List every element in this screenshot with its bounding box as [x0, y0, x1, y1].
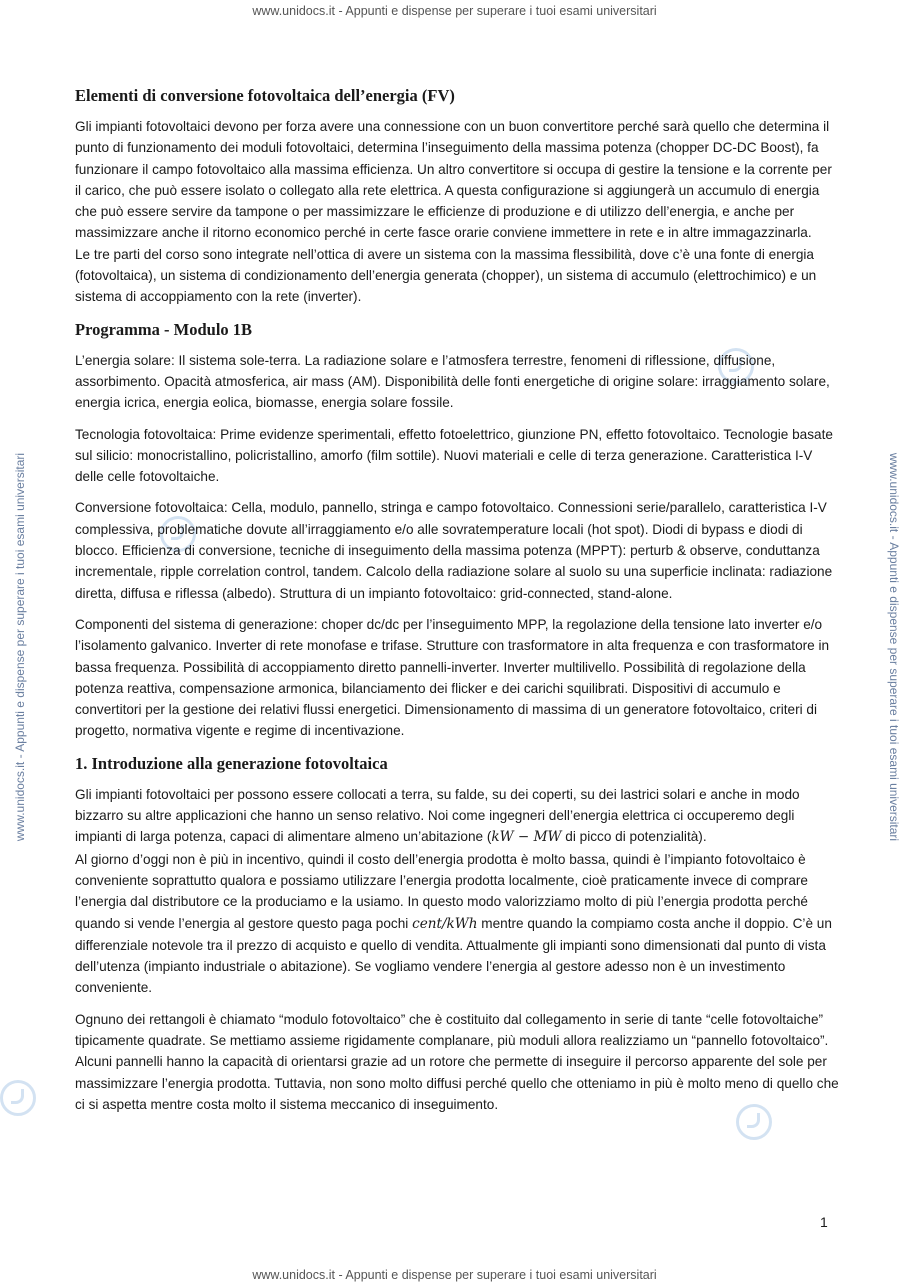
section-1-heading: 1. Introduzione alla generazione fotovoltaica [75, 753, 388, 773]
intro-paragraph-2: Le tre parti del corso sono integrate nell’ottica di avere un sistema con la massima flessibilità, dove c’è una fonte di energia (fotovoltaica), un sistema di condizionamento dell’energia generata (chopper), un sistema di accumulo (elettrochimico) e un sistema di accoppiamento con la rete (inverter). [75, 246, 817, 305]
programma-paragraph-energia: L’energia solare: Il sistema sole-terra. La radiazione solare e l’atmosfera terrestre, fenomeni di riflessione, diffusione, assorbimento. Opacità atmosferica, air mass (AM). Disponibilità delle fonti energetiche di origine solare: irraggiamento solare, energia icrica, energia eolica, biomasse, energia solare fossile. [75, 352, 830, 411]
section-1-paragraph-2-text-b: mentre quando la compiamo costa anche il doppio. C’è un differenziale notevole tra il prezzo di acquisto e quello di vendita. Attualmente gli impianti sono dimensionati dal punto di vista dell’utenza (impianto industriale o abitazione). Se vogliamo vendere l’energia al gestore adesso non è un investimento conveniente. [75, 915, 832, 996]
section-1-paragraph-3: Ognuno dei rettangoli è chiamato “modulo fotovoltaico” che è costituito dal collegamento in serie di tante “celle fotovoltaiche” tipicamente quadrate. Se mettiamo assieme rigidamente complanare, più moduli allora realizziamo un “pannello fotovoltaico”. Alcuni pannelli hanno la capacità di orientarsi grazie ad un rotore che permette di inseguire il percorso apparente del sole per massimizzare l’energia prodotta. Tuttavia, non sono molto diffusi perché quello che otteniamo in più è molto meno di quello che ci si aspetta mentre costa molto il sistema meccanico di inseguimento. [75, 1011, 839, 1112]
section-1-paragraph-1-text-b: di picco di potenzialità). [561, 829, 707, 845]
section-1-paragraph-1 [75, 784, 840, 849]
intro-paragraph-1: Gli impianti fotovoltaici devono per forza avere una connessione con un buon convertitore perché sarà quello che determina il punto di funzionamento dei moduli fotovoltaici, determina l’inseguimento della massima potenza (chopper DC-DC Boost), fa funzionare il campo fotovoltaico alla massima efficienza. Un altro convertitore si occupa di gestire la tensione e la corrente per il carico, che può essere isolato o collegato alla rete elettrica. A questa configurazione si aggiungerà un accumulo di energia che può essere servire da tampone o per massimizzare le efficienze di produzione e di utilizzo dell’energia, e anche per massimizzare anche il ritorno economico perché in certe fasce orarie conviene immettere in rete e in altre immagazzinarla. [75, 119, 832, 241]
page-number: 1 [820, 1214, 828, 1230]
programma-heading: Programma - Modulo 1B [75, 319, 253, 339]
watermark-top: www.unidocs.it - Appunti e dispense per superare i tuoi esami universitari [252, 4, 657, 18]
programma-paragraph-tecnologia: Tecnologia fotovoltaica: Prime evidenze sperimentali, effetto fotoelettrico, giunzione PN, effetto fotovoltaico. Tecnologie basate sul silicio: monocristallino, policristallino, amorfo (film sottile). Nuovi materiali e celle di terza generazione. Caratteristica I-V delle celle fotovoltaiche. [75, 426, 833, 485]
programma-paragraph-componenti: Componenti del sistema di generazione: choper dc/dc per l’inseguimento MPP, la regolazione della tensione lato inverter e/o l’isolamento galvanico. Inverter di rete monofase e trifase. Strutture con trasformatore in alta frequenza e con trasformatore in bassa frequenza. Possibilità di accoppiamento diretto pannelli-inverter. Inverter multilivello. Possibilità di regolazione della potenza reattiva, compensazione armonica, bilanciamento dei flicker e dei carichi squilibrati. Dispositivi di accumulo e convertitori per la gestione dei relativi flussi energetici. Dimensionamento di massima di un generatore fotovoltaico, criteri di progetto, normativa vigente e regime di incentivazione. [75, 616, 830, 739]
section-1-paragraph-2-text-a: Al giorno d’oggi non è più in incentivo, quindi il costo dell’energia prodotta è molto bassa, quindi è l’impianto fotovoltaico è conveniente soprattutto qualora e possiamo utilizzare l’energia prodotta localmente, cioè praticamente invece di comprare l’energia dal distributore ce la produciamo e la usiamo. In questo modo valorizziamo molto di più l’energia prodotta perché quando si vende l’energia al gestore questo paga pochi [75, 851, 808, 931]
watermark-left: www.unidocs.it - Appunti e dispense per superare i tuoi esami universitari [13, 452, 27, 842]
document-title: Elementi di conversione fotovoltaica dell’energia (FV) [75, 86, 455, 105]
document-page [75, 84, 840, 1125]
section-1-paragraph-2 [75, 849, 840, 999]
section-1-paragraph-1-text-a: Gli impianti fotovoltaici per possono essere collocati a terra, su falde, su dei coperti, su dei lastrici solari e anche in modo bizzarro su altre applicazioni che hanno un senso relativo. Noi come ingegneri dell’energia elettrica ci occuperemo degli impianti di larga potenza, capaci di alimentare almeno un’abitazione ( [75, 786, 800, 845]
watermark-right: www.unidocs.it - Appunti e dispense per superare i tuoi esami universitari [887, 452, 901, 842]
watermark-logo-icon [0, 1080, 36, 1116]
watermark-bottom: www.unidocs.it - Appunti e dispense per superare i tuoi esami universitari [252, 1268, 657, 1282]
math-kw-mw: kW − MW [491, 829, 562, 846]
math-cent-kwh: cent/kWh [412, 915, 478, 932]
programma-paragraph-conversione: Conversione fotovoltaica: Cella, modulo, pannello, stringa e campo fotovoltaico. Connessioni serie/parallelo, caratteristica I-V complessiva, problematiche dovute all’irraggiamento e/o alle sovratemperature locali (hot spot). Diodi di bypass e diodi di blocco. Efficienza di conversione, tecniche di inseguimento della massima potenza (MPPT): perturb & observe, conduttanza incrementale, ripple correlation control, tandem. Calcolo della radiazione solare al suolo su una superficie inclinata: radiazione diretta, diffusa e riflessa (albedo). Struttura di un impianto fotovoltaico: grid-connected, stand-alone. [75, 500, 833, 601]
